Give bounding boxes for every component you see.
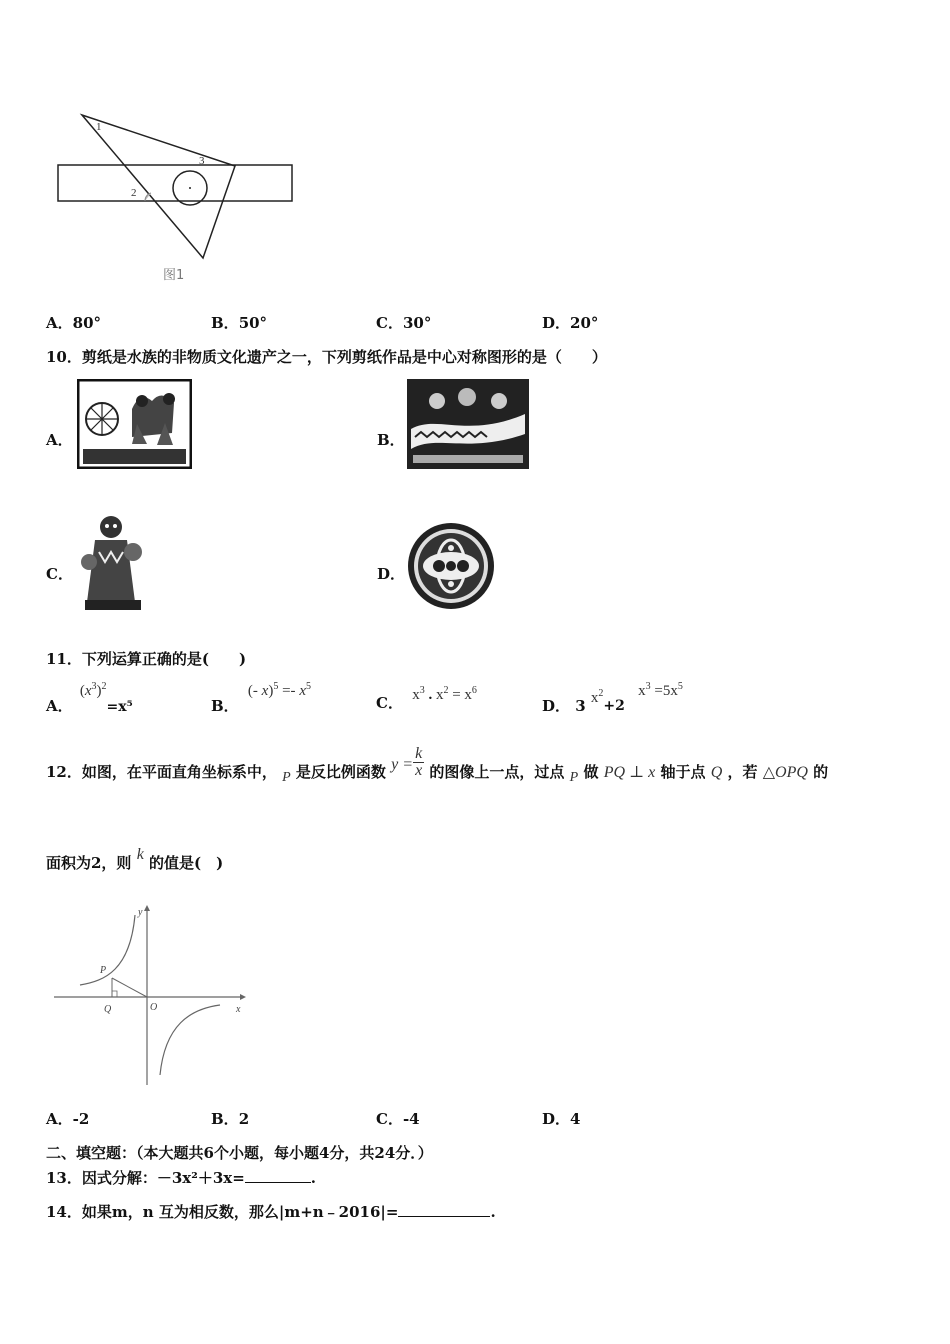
- q13-answer-blank: [245, 1182, 311, 1183]
- q12-option-c: C．-4: [376, 1110, 420, 1128]
- q11-option-d: D． 3 $x^2+2$ $x^3 =5x^5$: [542, 681, 683, 715]
- q10-papercut-b-image: [407, 379, 529, 469]
- q12-option-a: A．-2: [46, 1110, 90, 1128]
- q10-papercut-d-image: [406, 518, 496, 613]
- q12-option-d: D．4: [542, 1110, 581, 1128]
- q13: 13．因式分解：－3x²＋3x= .: [46, 1169, 317, 1187]
- q12-option-b: B．2: [211, 1110, 250, 1128]
- q10-papercut-a-image: [77, 379, 192, 469]
- origin-label: O: [150, 1002, 158, 1013]
- section-2-heading: 二、填空题：（本大题共6个小题，每小题4分，共24分．）: [46, 1144, 433, 1162]
- point-q-label: Q: [104, 1004, 112, 1015]
- q10-papercut-c-image: [77, 512, 149, 612]
- q9-option-a: A．80°: [46, 314, 102, 332]
- q10-option-a-label: A．: [46, 431, 73, 449]
- angle-2-label: 2: [131, 187, 137, 199]
- q11-option-b: B． (- $x)^5 =- x^5$: [211, 681, 311, 715]
- q12-stem-line1: 12．如图，在平面直角坐标系中， P 是反比例函数 y = $\frac{k}{x}$ 的图像上一点，过点 P 做 PQ ⊥ x 轴于点 Q ，若 △OPQ 的: [46, 745, 829, 785]
- q10-option-c-label: C．: [46, 565, 73, 583]
- q10-option-d-label: D．: [377, 565, 406, 583]
- q12-graph: [50, 905, 250, 1090]
- figure-1: [50, 108, 300, 288]
- q11-stem: 11．下列运算正确的是( ): [46, 650, 247, 668]
- q9-option-b: B．50°: [211, 314, 268, 332]
- q10-option-b-label: B．: [377, 431, 405, 449]
- q9-option-c: C．30°: [376, 314, 432, 332]
- q10-stem: 10．剪纸是水族的非物质文化遗产之一，下列剪纸作品是中心对称图形的是（ ）: [46, 348, 607, 366]
- q9-option-d: D．20°: [542, 314, 599, 332]
- q14: 14．如果m，n 互为相反数，那么|m+n﹣2016|= .: [46, 1203, 496, 1221]
- x-axis-label: x: [236, 1004, 241, 1015]
- y-axis-label: y: [138, 907, 143, 918]
- angle-1-label: 1: [96, 121, 102, 133]
- angle-3-label: 3: [199, 155, 205, 167]
- point-p-label: P: [100, 965, 107, 976]
- q14-answer-blank: [398, 1216, 490, 1217]
- q11-option-a: A． $(x^3)^2=x^5$: [46, 681, 133, 715]
- q12-stem-line2: 面积为2，则 k 的值是( ): [46, 846, 224, 872]
- q11-option-c: C． $x^3$ . $x^2 = x^6$: [376, 685, 477, 712]
- figure-1-caption: 图1: [163, 268, 185, 283]
